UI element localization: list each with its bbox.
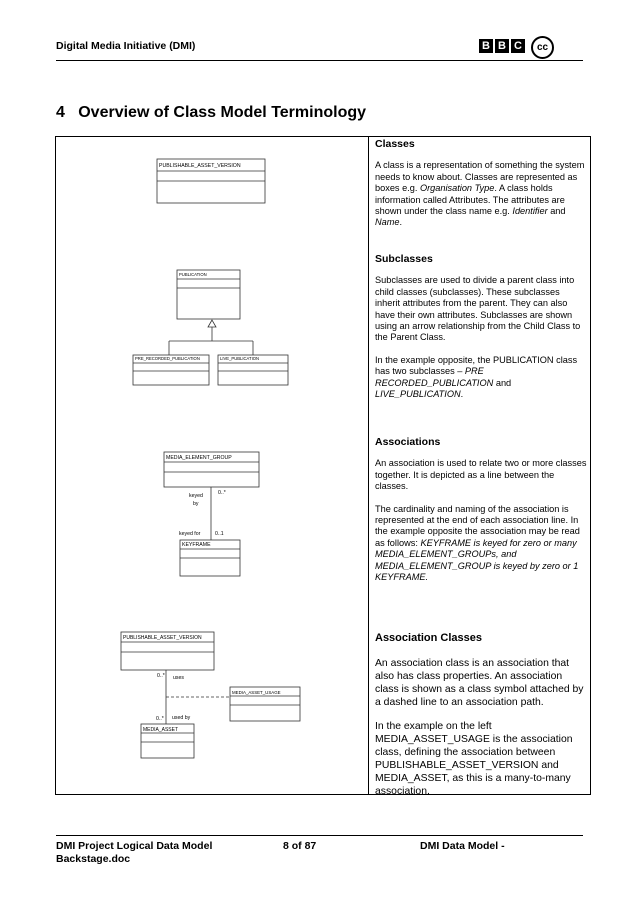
assoc-class-label-usage: MEDIA_ASSET_USAGE: [232, 690, 281, 695]
role-label-keyed-for: keyed for: [179, 531, 201, 537]
association-classes-diagram: [121, 632, 300, 758]
association-classes-heading: Association Classes: [375, 632, 482, 644]
association-class-label-2: KEYFRAME: [182, 542, 211, 548]
parent-class-label: PUBLICATION: [179, 272, 207, 277]
subclasses-paragraph-1: Subclasses are used to divide a parent class into child classes (subclasses). These subclasses inherit attributes from the parent. They can also have their own attributes. Subclasses are shown using an arrow relationship from the Child Class to the Parent Class.: [375, 275, 581, 343]
classes-text: [375, 139, 587, 240]
cardinality-label-1: 0..*: [218, 490, 226, 496]
assoc-role-uses: uses: [173, 675, 184, 681]
association-classes-text: [375, 632, 587, 809]
subclasses-paragraph-2: In the example opposite, the PUBLICATION class has two subclasses – PRE RECORDED_PUBLICATION and LIVE_PUBLICATION.: [375, 354, 578, 400]
role-label-keyed: keyed: [189, 493, 203, 499]
child-class-label-1: PRE_RECORDED_PUBLICATION: [135, 356, 200, 361]
assoc-class-label-2: MEDIA_ASSET: [143, 727, 179, 733]
associations-text: [375, 437, 587, 594]
associations-paragraph-2: The cardinality and naming of the association is represented at the end of each association line. In the example opposite the association may be read as follows: KEYFRAME is keyed for zero or many MEDIA_ELEMENT_GROUPs, and MEDIA_ELEMENT_GROUP is keyed by zero or 1 KEYFRAME.: [375, 503, 580, 583]
header-title: Digital Media Initiative (DMI): [56, 40, 196, 52]
classes-paragraph: A class is a representation of something the system needs to know about. Classes are represented as boxes e.g. Organisation Type. A class holds information called Attributes. The attributes are shown under the class name e.g. Identifier and Name.: [375, 160, 585, 228]
subclasses-text: [375, 254, 587, 411]
association-classes-paragraph-1: An association class is an association that also has class properties. An association class is shown as a class symbol attached by a dashed line to an association path.: [375, 658, 584, 708]
child-class-label-2: LIVE_PUBLICATION: [220, 356, 260, 361]
creative-commons-icon: cc: [531, 36, 554, 59]
section-title: 4 Overview of Class Model Terminology: [56, 104, 367, 121]
assoc-role-used-by: used by: [172, 715, 191, 721]
cardinality-label-2: 0..1: [215, 531, 224, 537]
footer-divider: [56, 835, 583, 836]
class-box-label: PUBLISHABLE_ASSET_VERSION: [159, 163, 241, 169]
inheritance-arrowhead: [208, 320, 216, 327]
classes-heading: Classes: [375, 138, 415, 150]
associations-paragraph-1: An association is used to relate two or more classes together. It is depicted as a line between the classes.: [375, 458, 587, 492]
assoc-cardinality-1: 0..*: [157, 673, 165, 679]
footer-document-name: DMI Project Logical Data Model Backstage.doc: [56, 840, 213, 865]
role-label-by: by: [193, 501, 199, 507]
association-class-label-1: MEDIA_ELEMENT_GROUP: [166, 455, 232, 461]
bbc-logo-letter-2: B: [495, 39, 509, 53]
associations-heading: Associations: [375, 436, 441, 448]
subclasses-heading: Subclasses: [375, 253, 433, 265]
footer-document-title: DMI Data Model -: [420, 840, 505, 852]
assoc-class-label-1: PUBLISHABLE_ASSET_VERSION: [123, 635, 202, 641]
bbc-logo-letter-1: B: [479, 39, 493, 53]
association-classes-paragraph-2: In the example on the left MEDIA_ASSET_USAGE is the association class, defining the association between PUBLISHABLE_ASSET_VERSION and MEDIA_ASSET, as this is a many-to-many association.: [375, 721, 573, 797]
bbc-logo-letter-3: C: [511, 39, 525, 53]
parent-class-box: [177, 270, 240, 319]
assoc-cardinality-2: 0..*: [156, 716, 164, 722]
associations-diagram: [164, 452, 259, 576]
subclasses-diagram: [133, 270, 288, 385]
footer-page-number: 8 of 87: [283, 840, 317, 852]
